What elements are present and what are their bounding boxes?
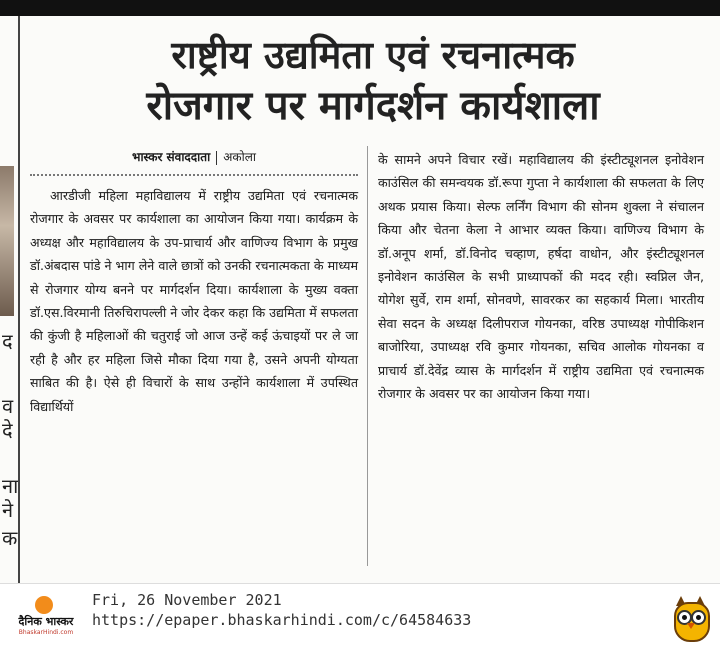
top-border bbox=[0, 0, 720, 16]
edge-fragment: ने bbox=[2, 498, 14, 522]
edge-fragment: दे bbox=[2, 418, 13, 442]
publication-meta bbox=[92, 590, 471, 630]
newspaper-clipping bbox=[0, 16, 720, 583]
article-paragraph-left: आरडीजी महिला महाविद्यालय में राष्ट्रीय उद्यमिता एवं रचनात्मक रोजगार के अवसर पर कार्यशाला का आयोजन किया गया। कार्यक्रम के अध्यक्ष और महाविद्यालय के उप-प्राचार्य और वाणिज्य विभाग के प्रमुख डॉ.अंबदास पांडे ने भाग लेने वाले छात्रों को उनकी रचनात्मकता के माध्यम से रोजगार योग्य बनने पर मार्गदर्शन दिया। कार्यशाला के मुख्य वक्ता डॉ.एस.विरमानी तिरुचिरापल्ली ने जोर देकर कहा कि उद्यमिता में सफलता की कुंजी है महिलाओं की चतुराई जो आज उन्हें कई ऊंचाइयों पर ले जा रही है और हर महिला जिसे मौका दिया गया है, उसने अपनी योग्यता साबित की है। ऐसे ही विचारों के साथ उन्होंने कार्यशाला में उपस्थित विद्यार्थियों bbox=[30, 188, 358, 414]
article-column-left bbox=[30, 146, 358, 418]
headline-line-2: रोजगार पर मार्गदर्शन कार्यशाला bbox=[146, 83, 600, 129]
owl-beak bbox=[687, 623, 695, 629]
byline-place: अकोला bbox=[223, 150, 256, 164]
adjacent-column-fragment bbox=[0, 16, 22, 583]
byline bbox=[30, 146, 358, 168]
byline-divider bbox=[30, 174, 358, 176]
epaper-footer bbox=[0, 583, 720, 651]
column-divider bbox=[367, 146, 368, 566]
article-headline bbox=[28, 30, 718, 132]
logo-subtext: BhaskarHindi.com bbox=[18, 629, 74, 636]
edge-fragment: क bbox=[2, 526, 18, 550]
adjacent-photo-edge bbox=[0, 166, 14, 316]
headline-line-1: राष्ट्रीय उद्यमिता एवं रचनात्मक bbox=[171, 33, 575, 77]
dainik-bhaskar-logo[interactable] bbox=[6, 594, 86, 634]
owl-icon bbox=[670, 596, 710, 640]
publication-date: Fri, 26 November 2021 bbox=[92, 591, 282, 609]
edge-fragment: व bbox=[2, 394, 14, 418]
edge-fragment: द bbox=[2, 329, 13, 353]
edge-fragment: ना bbox=[2, 474, 19, 498]
article-column-right bbox=[378, 148, 704, 405]
sun-icon bbox=[35, 596, 53, 614]
byline-author: भास्कर संवाददाता bbox=[132, 150, 211, 164]
article-paragraph-right: के सामने अपने विचार रखें। महाविद्यालय की इंस्टीट्यूशनल इनोवेशन काउंसिल की समन्वयक डॉ.रूपा गुप्ता ने कार्यशाला की सफलता के लिए अथक प्रयास किया। सेल्फ लर्निंग विभाग की सोनम शुक्ला ने संचालन किया और चेतना केला ने आभार व्यक्त किया। वाणिज्य विभाग के डॉ.अनूप शर्मा, डॉ.विनोद चव्हाण, हर्षदा वाधोन, और इंस्टीट्यूशनल इनोवेशन काउंसिल के सभी प्राध्यापकों की मदद रही। स्वप्निल जैन, योगेश सुर्वे, राम शर्मा, सोनवणे, सावरकर का सहकार्य मिला। भारतीय सेवा सदन के अध्यक्ष दिलीपराज गोयनका, वरिष्ठ उपाध्यक्ष गोपीकिशन बाजोरिया, उपाध्यक्ष रवि कुमार गोयनका, सचिव आलोक गोयनका व प्राचार्य डॉ.देवेंद्र व्यास के मार्गदर्शन में राष्ट्रीय उद्यमिता एवं रचनात्मक रोजगार के अवसर पर का आयोजन किया गया। bbox=[378, 152, 704, 402]
column-rule bbox=[18, 16, 20, 583]
byline-separator bbox=[216, 151, 217, 165]
epaper-url[interactable]: https://epaper.bhaskarhindi.com/c/64584633 bbox=[92, 611, 472, 629]
logo-text: दैनिक भास्कर bbox=[18, 615, 74, 628]
